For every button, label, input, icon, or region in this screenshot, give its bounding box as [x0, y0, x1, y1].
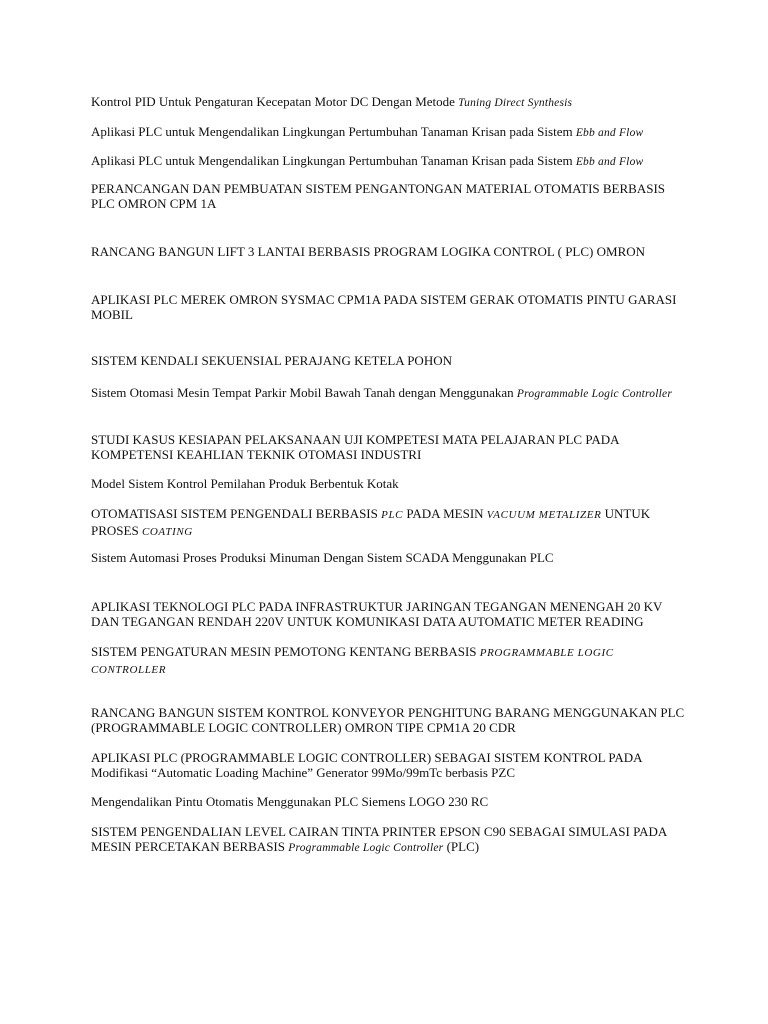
document-entry — [91, 124, 691, 141]
entry-italic-text: PLC — [381, 509, 404, 521]
document-entry — [91, 94, 691, 111]
entry-text: OTOMATISASI SISTEM PENGENDALI BERBASIS — [91, 506, 382, 521]
entry-text: Kontrol PID Untuk Pengaturan Kecepatan Motor DC Dengan Metode — [91, 94, 459, 109]
entry-text: APLIKASI PLC MEREK OMRON SYSMAC CPM1A PADA SISTEM GERAK OTOMATIS PINTU GARASI MOBIL — [91, 292, 677, 322]
entry-text: Aplikasi PLC untuk Mengendalikan Lingkungan Pertumbuhan Tanaman Krisan pada Sistem — [91, 124, 576, 139]
entry-italic-text: Programmable Logic Controller — [288, 842, 444, 854]
document-entry — [91, 599, 691, 629]
entry-italic-text: VACUUM METALIZER — [486, 509, 602, 521]
entry-text: STUDI KASUS KESIAPAN PELAKSANAAN UJI KOMPETESI MATA PELAJARAN PLC PADA KOMPETENSI KEAHLIAN TEKNIK OTOMASI INDUSTRI — [91, 432, 619, 462]
entry-text: Sistem Otomasi Mesin Tempat Parkir Mobil Bawah Tanah dengan Menggunakan — [91, 385, 517, 400]
document-entry — [91, 181, 691, 211]
entry-italic-text: Programmable Logic Controller — [516, 388, 673, 400]
entry-italic-text: Tuning Direct Synthesis — [458, 97, 573, 109]
document-entry — [91, 824, 691, 856]
document-entry — [91, 153, 691, 170]
entry-text: SISTEM PENGATURAN MESIN PEMOTONG KENTANG BERBASIS — [91, 644, 480, 659]
entry-text: Sistem Automasi Proses Produksi Minuman Dengan Sistem SCADA Menggunakan PLC — [91, 550, 554, 565]
document-entry — [91, 644, 691, 678]
entry-italic-text: COATING — [141, 526, 193, 538]
entry-text: RANCANG BANGUN LIFT 3 LANTAI BERBASIS PROGRAM LOGIKA CONTROL ( PLC) OMRON — [91, 244, 646, 259]
document-entry — [91, 385, 691, 402]
document-entry — [91, 506, 691, 540]
document-entry — [91, 353, 691, 368]
entry-text: Model Sistem Kontrol Pemilahan Produk Berbentuk Kotak — [91, 476, 399, 491]
entry-text: RANCANG BANGUN SISTEM KONTROL KONVEYOR PENGHITUNG BARANG MENGGUNAKAN PLC (PROGRAMMABLE LOGIC CONTROLLER) OMRON TIPE CPM1A 20 CDR — [91, 705, 685, 735]
entry-text: UNTUK PROSES — [91, 506, 651, 538]
entry-text: SISTEM KENDALI SEKUENSIAL PERAJANG KETELA POHON — [91, 353, 452, 368]
entry-text: APLIKASI TEKNOLOGI PLC PADA INFRASTRUKTUR JARINGAN TEGANGAN MENENGAH 20 KV DAN TEGANGAN RENDAH 220V UNTUK KOMUNIKASI DATA AUTOMATIC METER READING — [91, 599, 663, 629]
document-entry — [91, 244, 691, 259]
document-entry — [91, 550, 691, 565]
entry-italic-text: Ebb and Flow — [575, 156, 644, 168]
entry-text: SISTEM PENGENDALIAN LEVEL CAIRAN TINTA PRINTER EPSON C90 SEBAGAI SIMULASI PADA MESIN PERCETAKAN BERBASIS — [91, 824, 667, 854]
document-entry — [91, 794, 691, 809]
entry-text: APLIKASI PLC (PROGRAMMABLE LOGIC CONTROLLER) SEBAGAI SISTEM KONTROL PADA Modifikasi “Automatic Loading Machine” Generator 99Mo/99mTc berbasis PZC — [91, 750, 642, 780]
document-entry — [91, 750, 691, 780]
document-entry — [91, 705, 691, 735]
entry-text: Aplikasi PLC untuk Mengendalikan Lingkungan Pertumbuhan Tanaman Krisan pada Sistem — [91, 153, 576, 168]
entry-italic-text: Ebb and Flow — [575, 127, 644, 139]
document-entry — [91, 432, 691, 462]
document-entry — [91, 292, 691, 322]
entry-text: (PLC) — [443, 839, 480, 854]
entry-text: PERANCANGAN DAN PEMBUATAN SISTEM PENGANTONGAN MATERIAL OTOMATIS BERBASIS PLC OMRON CPM 1A — [91, 181, 666, 211]
entry-text: Mengendalikan Pintu Otomatis Menggunakan PLC Siemens LOGO 230 RC — [91, 794, 489, 809]
entry-text: PADA MESIN — [403, 506, 487, 521]
document-entry — [91, 476, 691, 491]
entry-italic-text: PROGRAMMABLE LOGIC CONTROLLER — [91, 647, 614, 676]
